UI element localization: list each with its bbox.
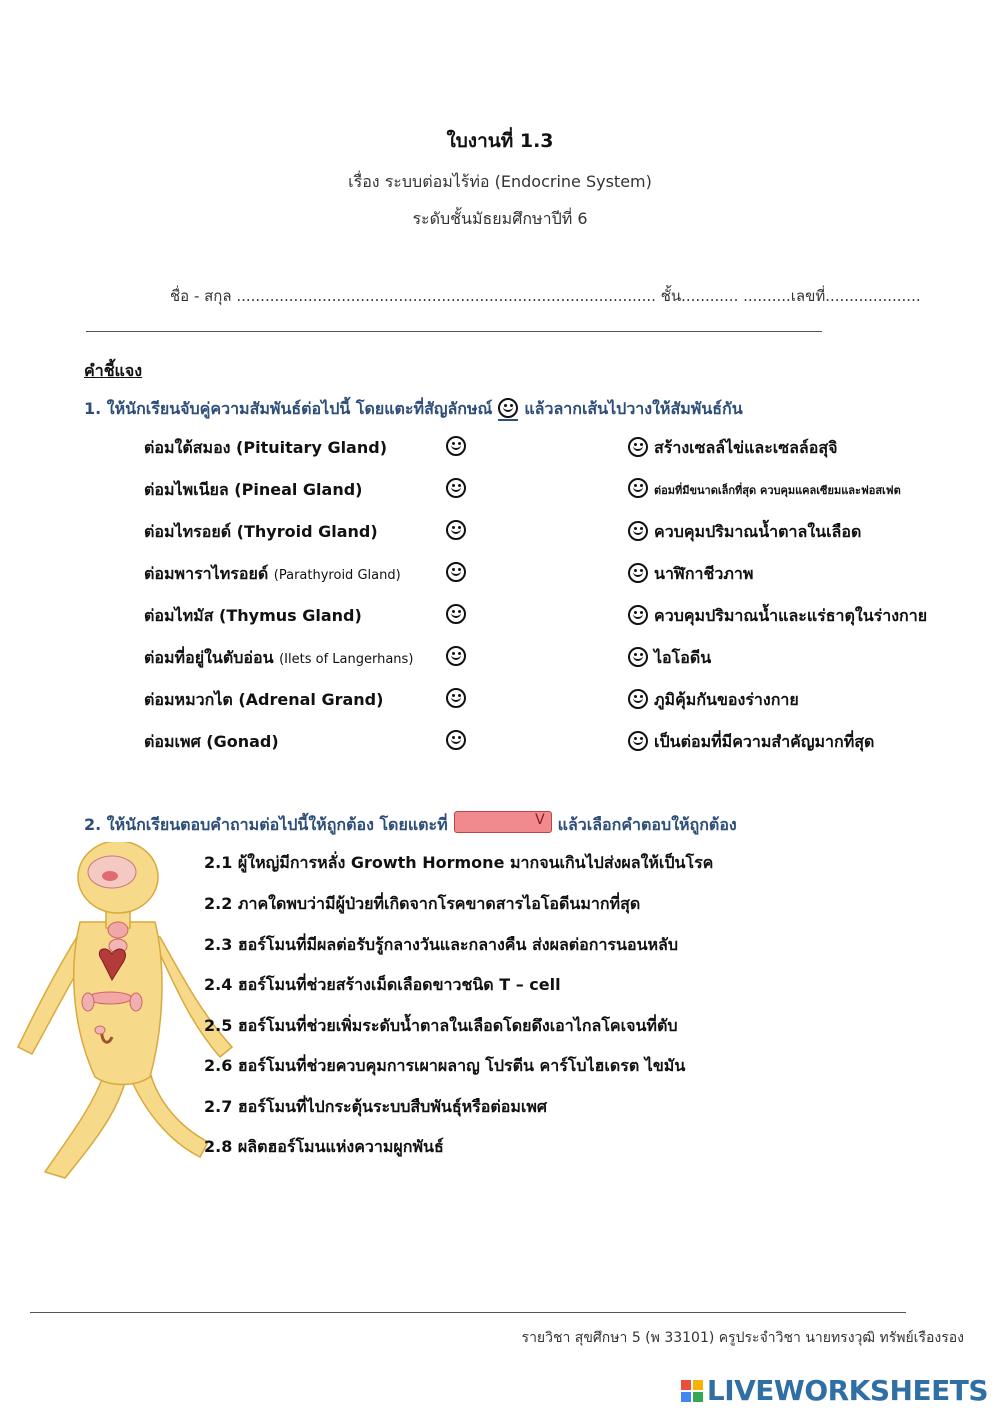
gland-label bbox=[144, 436, 387, 461]
match-handle-left-icon[interactable] bbox=[446, 436, 466, 456]
gland-label bbox=[144, 604, 362, 629]
function-option bbox=[628, 730, 874, 755]
gland-name: ต่อมที่อยู่ในตับอ่อน bbox=[144, 648, 280, 667]
gland-label bbox=[144, 688, 383, 713]
function-option bbox=[628, 520, 861, 545]
match-handle-right-icon[interactable] bbox=[628, 563, 648, 583]
q1-text-after: แล้วลากเส้นไปวางให้สัมพันธ์กัน bbox=[524, 399, 743, 418]
q2-text-before: 2. ให้นักเรียนตอบคำถามต่อไปนี้ให้ถูกต้อง โดยแตะที่ bbox=[84, 815, 448, 834]
match-handle-right-icon[interactable] bbox=[628, 605, 648, 625]
match-handle-right-icon[interactable] bbox=[628, 647, 648, 667]
match-handle-left-icon[interactable] bbox=[446, 520, 466, 540]
gland-label bbox=[144, 520, 378, 545]
gland-name: ต่อมเพศ (Gonad) bbox=[144, 732, 279, 751]
gland-name: ต่อมไทรอยด์ (Thyroid Gland) bbox=[144, 522, 378, 541]
gland-name: ต่อมหมวกไต (Adrenal Grand) bbox=[144, 690, 384, 709]
gland-name: ต่อมใต้สมอง (Pituitary Gland) bbox=[144, 438, 388, 457]
function-option bbox=[628, 478, 901, 499]
liveworksheets-logo bbox=[681, 1374, 988, 1407]
function-option bbox=[628, 562, 753, 587]
smiley-example-icon bbox=[498, 398, 518, 421]
match-handle-right-icon[interactable] bbox=[628, 478, 648, 498]
grade-level: ระดับชั้นมัธยมศึกษาปีที่ 6 bbox=[412, 209, 588, 228]
match-handle-left-icon[interactable] bbox=[446, 604, 466, 624]
match-handle-right-icon[interactable] bbox=[628, 689, 648, 709]
question-item: 2.7 ฮอร์โมนที่ไปกระตุ้นระบบสืบพันธุ์หรือต่อมเพศ bbox=[204, 1097, 548, 1116]
gland-label bbox=[144, 478, 362, 503]
function-option bbox=[628, 646, 711, 671]
function-option bbox=[628, 436, 837, 461]
worksheet-title: ใบงานที่ 1.3 bbox=[446, 130, 554, 152]
question-item: 2.6 ฮอร์โมนที่ช่วยควบคุมการเผาผลาญ โปรตีน คาร์โบไฮเดรต ไขมัน bbox=[204, 1056, 686, 1075]
match-handle-left-icon[interactable] bbox=[446, 730, 466, 750]
gland-label bbox=[144, 562, 401, 587]
function-text: ไอโอดีน bbox=[654, 648, 712, 667]
gland-name: ต่อมพาราไทรอยด์ bbox=[144, 564, 274, 583]
match-handle-left-icon[interactable] bbox=[446, 688, 466, 708]
question-item: 2.5 ฮอร์โมนที่ช่วยเพิ่มระดับน้ำตาลในเลือดโดยดึงเอาไกลโคเจนที่ตับ bbox=[204, 1016, 678, 1035]
match-handle-right-icon[interactable] bbox=[628, 437, 648, 457]
student-info-line: ชื่อ - สกุล ........................................................................................ ชั้น............ ..........เลขที่.................... bbox=[170, 287, 921, 305]
gland-label bbox=[144, 646, 413, 671]
question-2-instruction bbox=[84, 811, 737, 838]
gland-english-name: (Parathyroid Gland) bbox=[273, 568, 401, 583]
liveworksheets-wordmark: LIVEWORKSHEETS bbox=[706, 1374, 988, 1407]
q1-text-before: 1. ให้นักเรียนจับคู่ความสัมพันธ์ต่อไปนี้ โดยแตะที่สัญลักษณ์ bbox=[84, 399, 493, 418]
function-option bbox=[628, 688, 799, 713]
function-text: ควบคุมปริมาณน้ำและแร่ธาตุในร่างกาย bbox=[654, 606, 928, 625]
dropdown-example-arrow: V bbox=[535, 812, 545, 828]
function-option bbox=[628, 604, 927, 629]
question-item: 2.3 ฮอร์โมนที่มีผลต่อรับรู้กลางวันและกลางคืน ส่งผลต่อการนอนหลับ bbox=[204, 935, 679, 954]
gland-label bbox=[144, 730, 279, 755]
gland-name: ต่อมไพเนียล (Pineal Gland) bbox=[144, 480, 363, 499]
top-divider bbox=[86, 331, 822, 332]
match-handle-left-icon[interactable] bbox=[446, 562, 466, 582]
instructions-heading: คำชี้แจง bbox=[84, 361, 143, 380]
liveworksheets-logo-icon bbox=[681, 1380, 703, 1402]
match-handle-left-icon[interactable] bbox=[446, 646, 466, 666]
bottom-divider bbox=[30, 1312, 906, 1313]
q2-text-after: แล้วเลือกคำตอบให้ถูกต้อง bbox=[557, 815, 737, 834]
function-text: เป็นต่อมที่มีความสำคัญมากที่สุด bbox=[654, 732, 875, 751]
function-text: ควบคุมปริมาณน้ำตาลในเลือด bbox=[654, 522, 862, 541]
course-footer: รายวิชา สุขศึกษา 5 (พ 33101) ครูประจำวิชา นายทรงวุฒิ ทรัพย์เรืองรอง bbox=[521, 1330, 964, 1346]
gland-name: ต่อมไทมัส (Thymus Gland) bbox=[144, 606, 362, 625]
dropdown-example bbox=[454, 811, 552, 833]
gland-english-name: (Ilets of Langerhans) bbox=[279, 652, 414, 667]
question-1-instruction bbox=[84, 397, 743, 422]
match-handle-left-icon[interactable] bbox=[446, 478, 466, 498]
function-text: สร้างเซลล์ไข่และเซลล์อสุจิ bbox=[654, 438, 838, 457]
function-text: นาฬิกาชีวภาพ bbox=[654, 564, 754, 583]
worksheet-subtitle: เรื่อง ระบบต่อมไร้ท่อ (Endocrine System) bbox=[348, 172, 652, 191]
match-handle-right-icon[interactable] bbox=[628, 731, 648, 751]
question-item: 2.1 ผู้ใหญ่มีการหลั่ง Growth Hormone มากจนเกินไปส่งผลให้เป็นโรค bbox=[204, 853, 714, 872]
function-text: ภูมิคุ้มกันของร่างกาย bbox=[654, 690, 799, 709]
match-handle-right-icon[interactable] bbox=[628, 521, 648, 541]
question-item: 2.2 ภาคใดพบว่ามีผู้ป่วยที่เกิดจากโรคขาดสารไอโอดีนมากที่สุด bbox=[204, 894, 641, 913]
question-item: 2.8 ผลิตฮอร์โมนแห่งความผูกพันธ์ bbox=[204, 1137, 444, 1156]
question-item: 2.4 ฮอร์โมนที่ช่วยสร้างเม็ดเลือดขาวชนิด T – cell bbox=[204, 975, 561, 994]
function-text: ต่อมที่มีขนาดเล็กที่สุด ควบคุมแคลเซียมและฟอสเฟต bbox=[654, 484, 901, 497]
